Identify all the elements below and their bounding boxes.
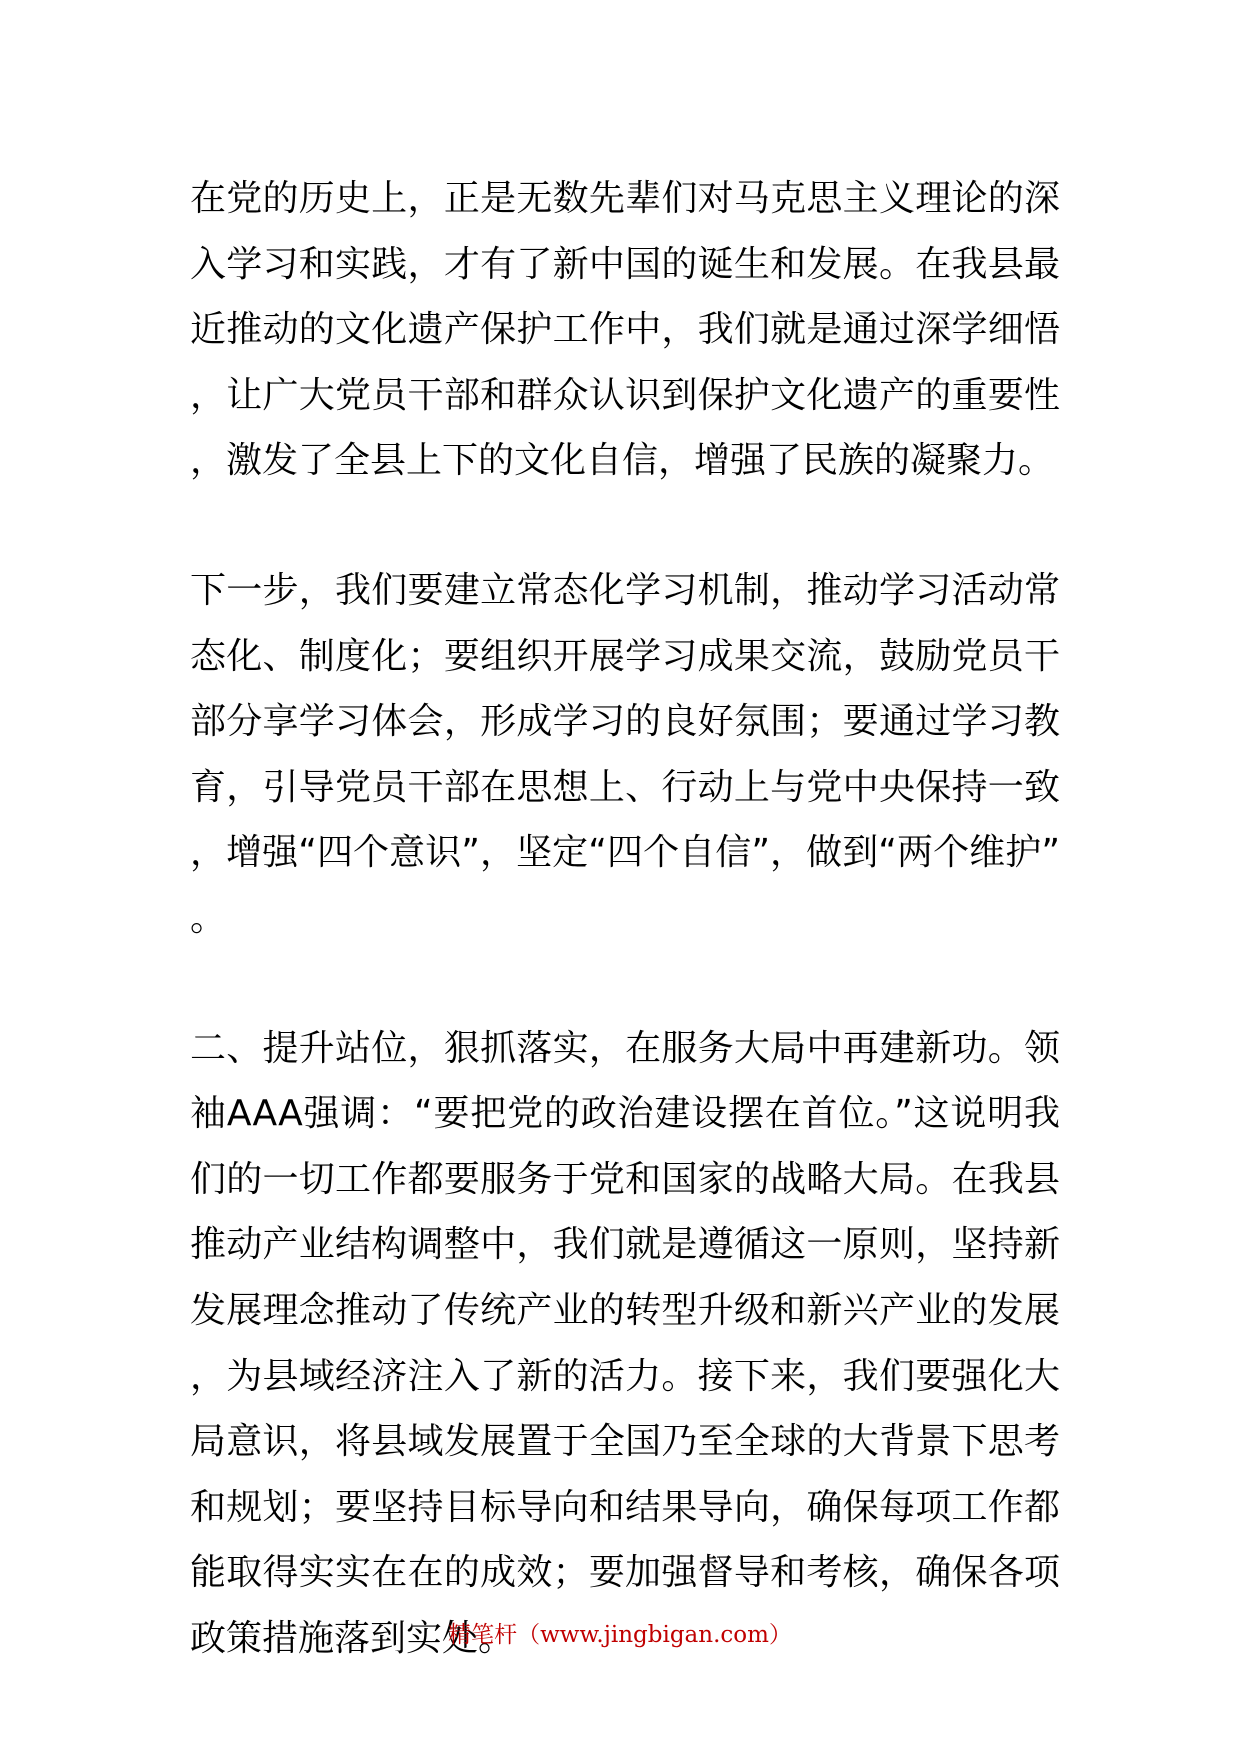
paragraph-section-two: 二、提升站位，狠抓落实，在服务大局中再建新功。领袖AAA强调：“要把党的政治建设摆在首位。”这说明我们的一切工作都要服务于党和国家的战略大局。在我县推动产业结构调整中，我们就是遵循这一原则，坚持新发展理念推动了传统产业的转型升级和新兴产业的发展，为县域经济注入了新的活力。接下来，我们要强化大局意识，将县域发展置于全国乃至全球的大背景下思考和规划；要坚持目标导向和结果导向，确保每项工作都能取得实实在在的成效；要加强督导和考核，确保各项政策措施落到实处。 [190, 1027, 1060, 1659]
paragraph-next-steps: 下一步，我们要建立常态化学习机制，推动学习活动常态化、制度化；要组织开展学习成果交流，鼓励党员干部分享学习体会，形成学习的良好氛围；要通过学习教育，引导党员干部在思想上、行动上与党中央保持一致，增强“四个意识”，坚定“四个自信”，做到“两个维护”。 [190, 569, 1060, 939]
paragraph-history: 在党的历史上，正是无数先辈们对马克思主义理论的深入学习和实践，才有了新中国的诞生和发展。在我县最近推动的文化遗产保护工作中，我们就是通过深学细悟，让广大党员干部和群众认识到保护文化遗产的重要性，激发了全县上下的文化自信，增强了民族的凝聚力。 [190, 178, 1060, 482]
footer-watermark: 精笔杆（www.jingbigan.com） [448, 1622, 792, 1648]
document-body [190, 166, 1060, 1671]
